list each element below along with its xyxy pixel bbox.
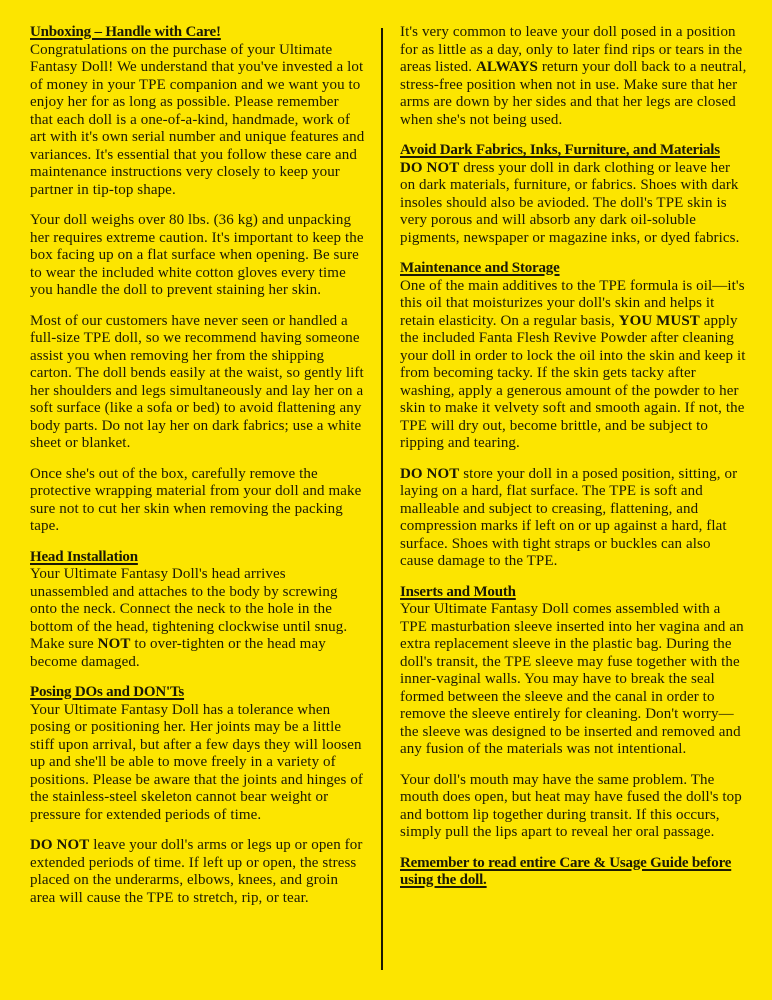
body-text: return your doll back to a neutral, stress-free position when not in use. Make sure that her arms are down by her sides and that her legs are closed when she's not being used. (400, 59, 747, 128)
emphasis-text: YOU MUST (618, 312, 700, 329)
section-heading: Posing DOs and DON'Ts (30, 684, 185, 700)
section-heading: Remember to read entire Care & Usage Guide before using the doll. (400, 854, 732, 888)
paragraph (30, 702, 365, 825)
body-text: Your doll's mouth may have the same problem. The mouth does open, but heat may have fused the doll's top and bottom lip together during transit. If this occurs, simply pull the lips apart to reveal her oral passage. (400, 771, 742, 840)
section-heading: Unboxing – Handle with Care! (30, 24, 221, 40)
paragraph (30, 42, 365, 200)
section-heading: Maintenance and Storage (400, 260, 560, 276)
body-text: Congratulations on the purchase of your Ultimate Fantasy Doll! We understand that you've invested a lot of money in your TPE companion and we want you to enjoy her for as long as possible. Please remember that each doll is a one-of-a-kind, handmade, work of art with it's own serial number and unique features and variances. It's essential that you follow these care and maintenance instructions very closely to keep your partner in tip-top shape. (30, 41, 365, 198)
body-text: apply the included Fanta Flesh Revive Powder after cleaning your doll in order to lock the oil into the skin and keep it from becoming tacky. If the skin gets tacky after washing, apply a generous amount of the powder to her skin to make it velvety soft and smooth again. If not, the TPE will dry out, become brittle, and be subject to ripping and tearing. (400, 312, 746, 451)
paragraph (400, 772, 748, 842)
body-text: Your Ultimate Fantasy Doll's head arrives unassembled and attaches to the body by screwing onto the neck. Connect the neck to the hole in the bottom of the head, tightening clockwise until snug. Make sure (30, 566, 348, 652)
paragraph (30, 837, 365, 907)
paragraph (400, 160, 748, 248)
paragraph (30, 212, 365, 300)
paragraph (30, 566, 365, 671)
body-text: to over-tighten or the head may become damaged. (30, 636, 326, 670)
paragraph (400, 466, 748, 571)
section-heading: Head Installation (30, 548, 138, 565)
section-heading: Avoid Dark Fabrics, Inks, Furniture, and Materials (400, 142, 720, 158)
body-text: Your Ultimate Fantasy Doll has a tolerance when posing or positioning her. Her joints may be a little stiff upon arrival, but after a few days they will loosen up and she'll be able to move freely in a variety of positions. Please be aware that the joints and hinges of the stainless-steel skeleton cannot bear weight or pressure for extended periods of time. (30, 701, 364, 823)
paragraph (400, 278, 748, 453)
body-text: Once she's out of the box, carefully remove the protective wrapping material from your doll and make sure not to cut her skin when removing the packing tape. (30, 465, 362, 534)
column-divider (381, 28, 383, 970)
emphasis-text: DO NOT (30, 837, 90, 853)
emphasis-text: DO NOT (400, 465, 460, 482)
paragraph (30, 313, 365, 453)
two-column-layout (30, 24, 750, 970)
left-column (30, 24, 365, 907)
paragraph (400, 601, 748, 759)
body-text: It's very common to leave your doll posed in a position for as little as a day, only to later find rips or tears in the areas listed. (400, 24, 743, 75)
body-text: store your doll in a posed position, sitting, or laying on a hard, flat surface. The TPE is soft and malleable and subject to creasing, flattening, and compression marks if left on or up against a hard, flat surface. Shoes with tight straps or buckles can also cause damage to the TPE. (400, 465, 738, 569)
paragraph (30, 466, 365, 536)
body-text: Your doll weighs over 80 lbs. (36 kg) and unpacking her requires extreme caution. It's important to keep the box facing up on a flat surface when opening. Be sure to wear the included white cotton gloves every time you handle the doll to prevent staining her skin. (30, 212, 364, 298)
body-text: Most of our customers have never seen or handled a full-size TPE doll, so we recommend having someone assist you when removing her from the shipping carton. The doll bends easily at the waist, so gently lift her shoulders and legs simultaneously and lay her on a soft surface (like a sofa or bed) to avoid flattening any body parts. Do not lay her on dark fabrics; use a white sheet or blanket. (30, 312, 364, 451)
paragraph (400, 24, 748, 129)
emphasis-text: DO NOT (400, 159, 460, 176)
emphasis-text: ALWAYS (475, 59, 538, 75)
body-text: leave your doll's arms or legs up or open for extended periods of time. If left up or open, the stress placed on the underarms, elbows, knees, and groin area will cause the TPE to stretch, rip, or tear. (30, 837, 363, 906)
body-text: One of the main additives to the TPE formula is oil—it's this oil that moisturizes your doll's skin and helps it retain elasticity. On a regular basis, (400, 277, 745, 329)
body-text: dress your doll in dark clothing or leave her on dark materials, furniture, or fabrics. Shoes with dark insoles should also be avioded. The doll's TPE skin is very porous and will absorb any dark oil-soluble pigments, newspaper or magazine inks, or dyed fabrics. (400, 159, 740, 246)
body-text: Your Ultimate Fantasy Doll comes assembled with a TPE masturbation sleeve inserted into her vagina and an extra replacement sleeve in the plastic bag. During the doll's transit, the TPE sleeve may fuse together with the inner-vaginal walls. You may have to break the seal formed between the sleeve and the canal in order to remove the sleeve entirely for cleaning. Don't worry—the sleeve was designed to be inserted and removed and any fusion of the materials was not intentional. (400, 601, 744, 757)
emphasis-text: NOT (97, 636, 131, 652)
right-column (400, 24, 748, 890)
section-heading: Inserts and Mouth (400, 583, 516, 600)
